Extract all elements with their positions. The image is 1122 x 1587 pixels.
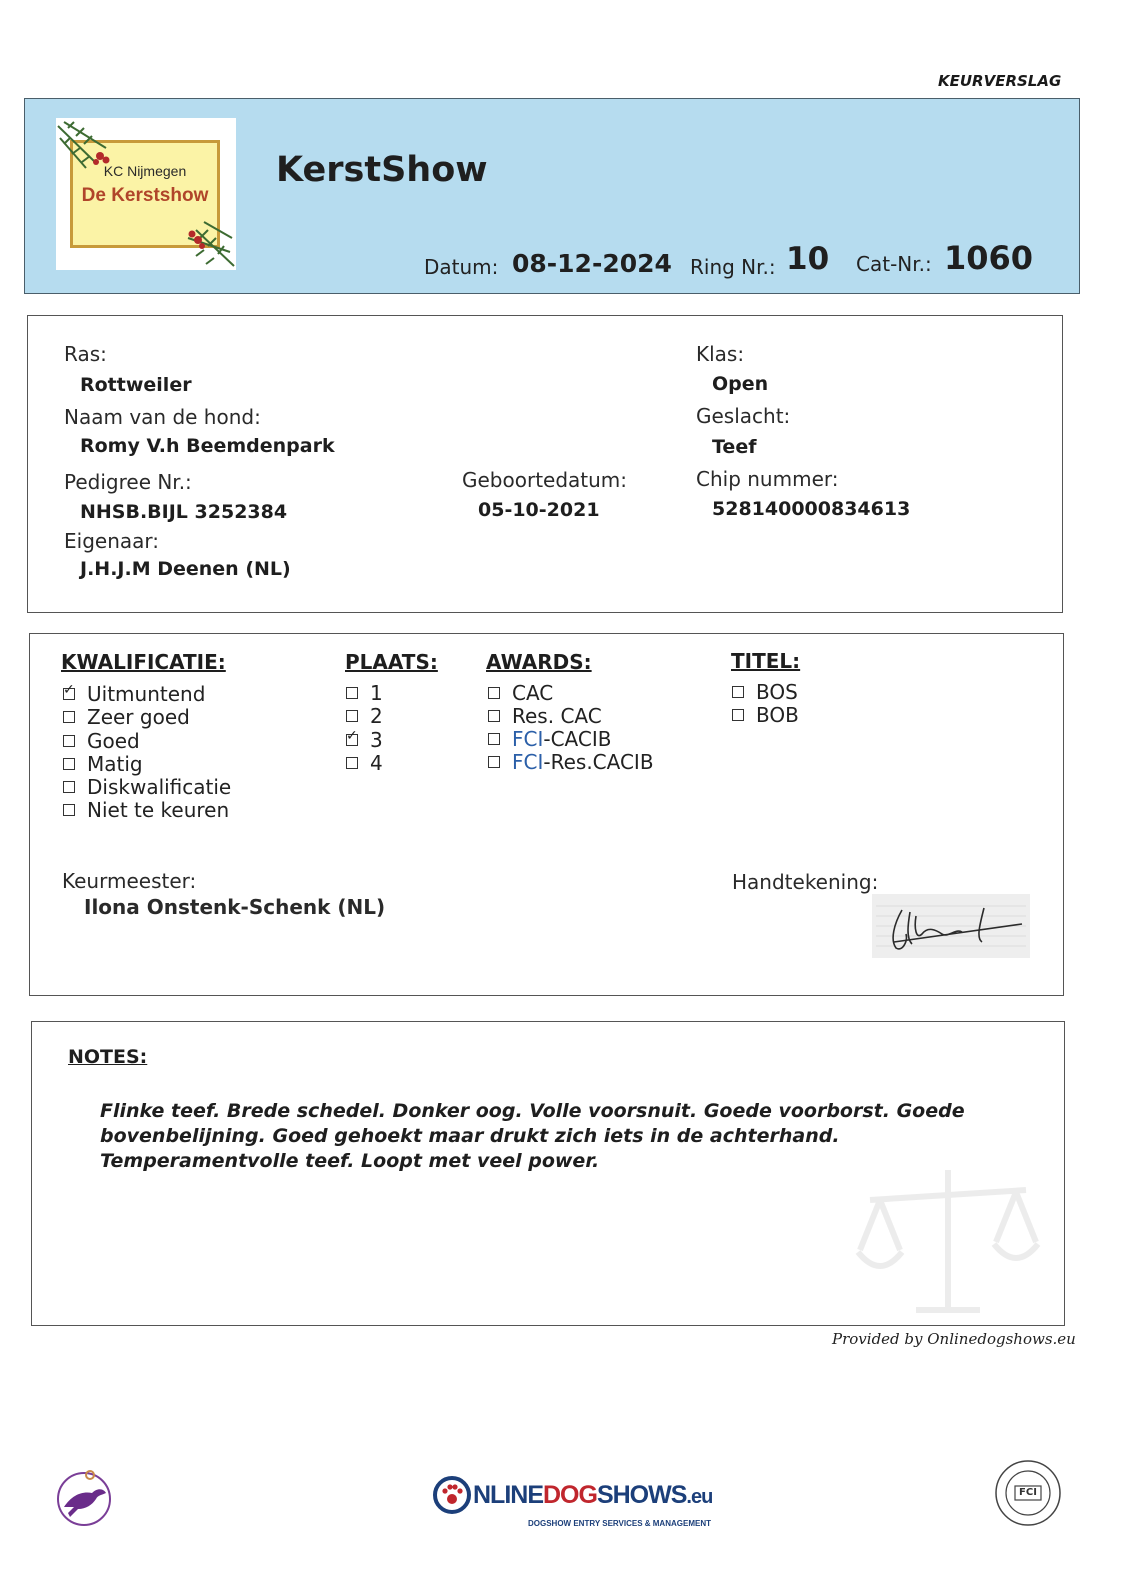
keurmeester-value: Ilona Onstenk-Schenk (NL) [84,895,386,919]
checkbox[interactable] [63,781,75,793]
checkbox[interactable] [63,758,75,770]
brand-tagline: DOGSHOW ENTRY SERVICES & MANAGEMENT [528,1519,711,1528]
datum-value: 08-12-2024 [512,249,672,278]
plaats-option[interactable] [346,728,383,752]
kwalificatie-option[interactable] [63,775,231,799]
pedigree-value: NHSB.BIJL 3252384 [80,501,288,523]
awards-header: AWARDS: [486,650,592,674]
option-label: -Res.CACIB [543,750,654,774]
notes-line: Flinke teef. Brede schedel. Donker oog. Volle voorsnuit. Goede voorborst. Goede [100,1100,965,1122]
kwalificatie-option[interactable] [63,752,143,776]
brand-eu: .eu [686,1486,713,1508]
option-label: Uitmuntend [87,682,206,706]
titel-option[interactable] [732,680,798,704]
cat-value: 1060 [944,239,1034,277]
option-label: BOS [756,680,798,704]
plaats-option[interactable] [346,681,383,705]
award-option[interactable] [488,727,611,751]
option-label: Res. CAC [512,704,602,728]
kwalificatie-option[interactable] [63,682,205,706]
eigenaar-value: J.H.J.M Deenen (NL) [80,558,291,580]
eigenaar-label: Eigenaar: [64,529,159,553]
klas-value: Open [712,373,769,395]
onlinedogshows-logo [432,1475,713,1535]
brand-dog: DOG [543,1481,597,1509]
option-label: Diskwalificatie [87,775,232,799]
brand-shows: SHOWS [596,1481,687,1509]
ring-value: 10 [786,241,830,277]
option-label: Zeer goed [87,705,190,729]
option-label: Niet te keuren [87,798,230,822]
option-label: -CACIB [543,727,612,751]
kwalificatie-option[interactable] [63,729,140,753]
geboortedatum-value: 05-10-2021 [478,499,600,521]
chip-label: Chip nummer: [696,467,839,491]
brand-wordmark [473,1481,712,1510]
logo-show-name: De Kerstshow [81,185,209,206]
option-label: BOB [756,703,799,727]
geslacht-value: Teef [712,436,757,458]
checkbox[interactable] [63,735,75,747]
dog-agility-logo-icon [52,1465,116,1529]
show-title: KerstShow [276,150,488,190]
checkbox[interactable] [732,709,744,721]
checkbox[interactable] [488,756,500,768]
option-label: 2 [370,704,383,728]
option-label: CAC [512,681,554,705]
naam-label: Naam van de hond: [64,405,261,429]
checkbox[interactable] [63,804,75,816]
checkbox[interactable] [732,686,744,698]
kwalificatie-header: KWALIFICATIE: [61,650,226,674]
award-option[interactable] [488,681,553,705]
award-prefix: FCI [512,750,544,774]
plaats-option[interactable] [346,751,383,775]
plaats-header: PLAATS: [345,650,438,674]
geslacht-label: Geslacht: [696,404,791,428]
signature [872,894,1030,958]
scales-watermark-icon [850,1160,1046,1320]
ras-value: Rottweiler [80,374,192,396]
datum-label: Datum: [424,255,499,279]
fci-seal [993,1458,1063,1528]
kwalificatie-option[interactable] [63,798,229,822]
document-type: KEURVERSLAG [938,72,1062,90]
naam-value: Romy V.h Beemdenpark [80,435,335,457]
award-option[interactable] [488,750,654,774]
klas-label: Klas: [696,342,745,366]
cat-label: Cat-Nr.: [856,252,932,276]
chip-value: 528140000834613 [712,498,911,520]
option-label: Goed [87,729,140,753]
checkbox[interactable] [488,710,500,722]
show-logo [56,118,236,270]
brand-nline: NLINE [473,1481,543,1509]
option-label: 3 [370,728,383,752]
award-option[interactable] [488,704,602,728]
titel-option[interactable] [732,703,799,727]
checkbox[interactable] [488,687,500,699]
checkbox[interactable] [346,687,358,699]
holly-top-left-icon [56,118,126,178]
checkbox[interactable] [63,711,75,723]
ring-label: Ring Nr.: [690,255,776,279]
titel-header: TITEL: [731,649,801,673]
checkbox[interactable] [346,757,358,769]
geboortedatum-label: Geboortedatum: [462,468,628,492]
brand-paw-icon [432,1475,472,1515]
option-label: Matig [87,752,143,776]
award-prefix: FCI [512,727,544,751]
kwalificatie-option[interactable] [63,705,190,729]
fci-seal-text: FCI [1019,1487,1037,1498]
pedigree-label: Pedigree Nr.: [64,470,192,494]
holly-bottom-right-icon [174,218,236,270]
logo-club-name: KC Nijmegen [103,163,187,179]
option-label: 4 [370,751,383,775]
notes-header: NOTES: [68,1046,148,1068]
checkbox-checked[interactable] [63,688,75,700]
notes-line: Temperamentvolle teef. Loopt met veel power. [100,1150,600,1172]
checkbox-checked[interactable] [346,734,358,746]
provided-by: Provided by Onlinedogshows.eu [832,1330,1076,1348]
ras-label: Ras: [64,342,107,366]
handtekening-label: Handtekening: [732,870,879,894]
notes-line: bovenbelijning. Goed gehoekt maar drukt zich iets in de achterhand. [100,1125,840,1147]
checkbox[interactable] [488,733,500,745]
checkbox[interactable] [346,710,358,722]
plaats-option[interactable] [346,704,383,728]
option-label: 1 [370,681,383,705]
keurmeester-label: Keurmeester: [62,869,197,893]
